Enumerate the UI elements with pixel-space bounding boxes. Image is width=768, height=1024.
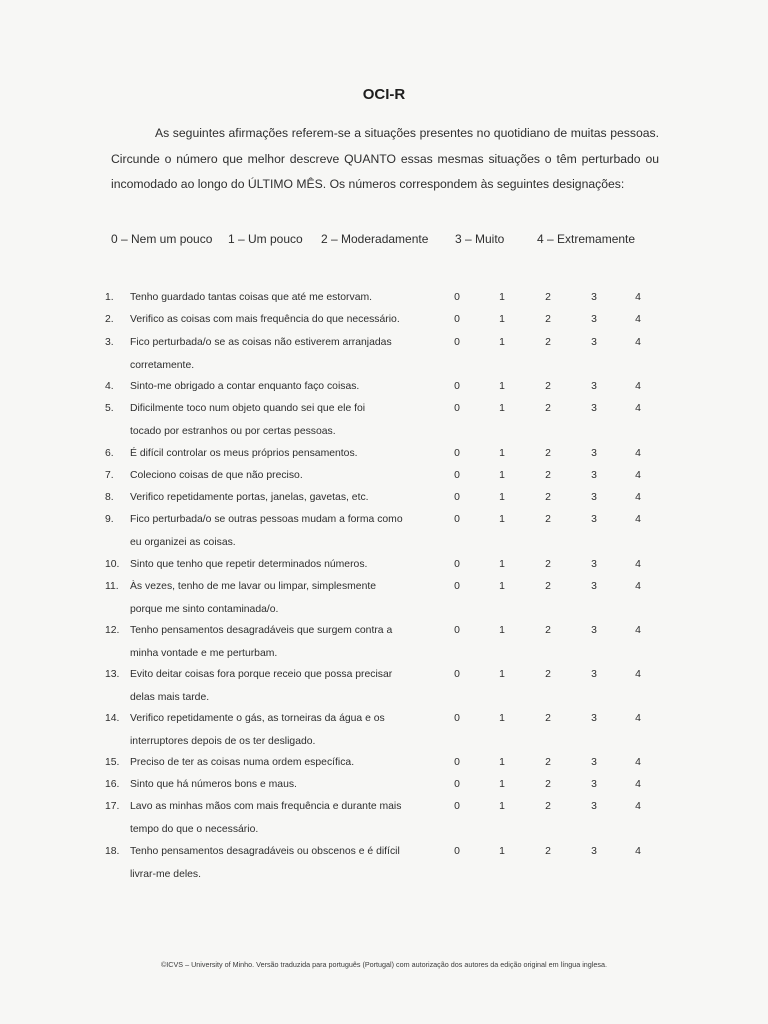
- rating-option-3[interactable]: 3: [591, 801, 597, 812]
- item-text-line: minha vontade e me perturbam.: [130, 647, 278, 659]
- item-text: [130, 309, 435, 332]
- rating-option-2[interactable]: 2: [545, 492, 551, 503]
- rating-option-1[interactable]: 1: [499, 581, 505, 592]
- rating-option-1[interactable]: 1: [499, 559, 505, 570]
- rating-option-4[interactable]: 4: [635, 337, 641, 348]
- rating-option-0[interactable]: 0: [454, 337, 460, 348]
- rating-option-1[interactable]: 1: [499, 470, 505, 481]
- item-number: 10.: [105, 559, 120, 570]
- rating-option-2[interactable]: 2: [545, 337, 551, 348]
- rating-scale-legend: [0, 232, 768, 250]
- rating-option-3[interactable]: 3: [591, 448, 597, 459]
- rating-option-0[interactable]: 0: [454, 669, 460, 680]
- item-text-line: Tenho pensamentos desagradáveis ou obscenos e é difícil: [130, 846, 400, 857]
- rating-option-4[interactable]: 4: [635, 713, 641, 724]
- rating-option-4[interactable]: 4: [635, 779, 641, 790]
- item-text-line: porque me sinto contaminada/o.: [130, 603, 279, 615]
- item-text: [130, 398, 435, 443]
- item-text: [130, 554, 435, 577]
- item-text-line: Dificilmente toco num objeto quando sei que ele foi: [130, 403, 366, 414]
- item-number: 11.: [105, 581, 119, 592]
- item-text-line: Verifico repetidamente portas, janelas, gavetas, etc.: [130, 492, 369, 503]
- rating-option-2[interactable]: 2: [545, 669, 551, 680]
- rating-option-1[interactable]: 1: [499, 492, 505, 503]
- scale-label-3: 3 – Muito: [455, 232, 505, 246]
- rating-option-2[interactable]: 2: [545, 470, 551, 481]
- rating-option-3[interactable]: 3: [591, 292, 597, 303]
- rating-option-3[interactable]: 3: [591, 514, 597, 525]
- rating-option-3[interactable]: 3: [591, 337, 597, 348]
- rating-option-4[interactable]: 4: [635, 448, 641, 459]
- scale-label-4: 4 – Extremamente: [537, 232, 636, 246]
- rating-option-1[interactable]: 1: [499, 757, 505, 768]
- rating-option-3[interactable]: 3: [591, 403, 597, 414]
- item-text-line: eu organizei as coisas.: [130, 536, 236, 548]
- item-text-line: Sinto que tenho que repetir determinados números.: [130, 559, 368, 570]
- item-text: [130, 576, 435, 621]
- rating-option-1[interactable]: 1: [499, 381, 505, 392]
- rating-option-4[interactable]: 4: [635, 581, 641, 592]
- item-text-line: Sinto-me obrigado a contar enquanto faço coisas.: [130, 381, 360, 392]
- item-text: [130, 796, 435, 841]
- rating-option-1[interactable]: 1: [499, 403, 505, 414]
- rating-option-3[interactable]: 3: [591, 381, 597, 392]
- rating-option-0[interactable]: 0: [454, 314, 460, 325]
- item-text: [130, 708, 435, 753]
- item-number: 7.: [105, 470, 114, 481]
- item-number: 13.: [105, 669, 120, 680]
- rating-option-2[interactable]: 2: [545, 448, 551, 459]
- rating-option-4[interactable]: 4: [635, 492, 641, 503]
- rating-option-3[interactable]: 3: [591, 757, 597, 768]
- rating-option-0[interactable]: 0: [454, 846, 460, 857]
- rating-option-0[interactable]: 0: [454, 470, 460, 481]
- rating-option-4[interactable]: 4: [635, 314, 641, 325]
- rating-option-0[interactable]: 0: [454, 381, 460, 392]
- item-number: 15.: [105, 757, 120, 768]
- rating-option-0[interactable]: 0: [454, 625, 460, 636]
- instructions-paragraph: As seguintes afirmações referem-se a situações presentes no quotidiano de muitas pessoas. Circunde o número que melhor descreve QUANTO essas mesmas situações o têm perturbado ou incomodado ao longo do ÚLTIMO MÊS. Os números correspondem às seguintes designações:: [111, 126, 659, 191]
- item-number: 18.: [105, 846, 120, 857]
- item-text: [130, 841, 435, 886]
- item-number: 14.: [105, 713, 120, 724]
- item-text-line: Sinto que há números bons e maus.: [130, 779, 297, 790]
- rating-option-2[interactable]: 2: [545, 846, 551, 857]
- item-number: 2.: [105, 314, 114, 325]
- item-number: 3.: [105, 337, 114, 348]
- item-text-line: Verifico repetidamente o gás, as torneiras da água e os: [130, 713, 385, 724]
- rating-option-4[interactable]: 4: [635, 559, 641, 570]
- item-text: [130, 752, 435, 775]
- rating-option-1[interactable]: 1: [499, 846, 505, 857]
- rating-option-3[interactable]: 3: [591, 492, 597, 503]
- item-number: 8.: [105, 492, 114, 503]
- item-text-line: É difícil controlar os meus próprios pensamentos.: [130, 448, 358, 459]
- rating-option-1[interactable]: 1: [499, 779, 505, 790]
- rating-option-0[interactable]: 0: [454, 779, 460, 790]
- rating-option-4[interactable]: 4: [635, 625, 641, 636]
- item-number: 4.: [105, 381, 114, 392]
- scale-label-2: 2 – Moderadamente: [321, 232, 429, 246]
- rating-option-2[interactable]: 2: [545, 292, 551, 303]
- item-text-line: tempo do que o necessário.: [130, 823, 259, 835]
- rating-option-3[interactable]: 3: [591, 470, 597, 481]
- item-text: [130, 443, 435, 466]
- rating-option-0[interactable]: 0: [454, 492, 460, 503]
- rating-option-4[interactable]: 4: [635, 846, 641, 857]
- rating-option-3[interactable]: 3: [591, 625, 597, 636]
- rating-option-4[interactable]: 4: [635, 669, 641, 680]
- item-text: [130, 376, 435, 399]
- rating-option-0[interactable]: 0: [454, 514, 460, 525]
- rating-option-4[interactable]: 4: [635, 470, 641, 481]
- rating-option-4[interactable]: 4: [635, 381, 641, 392]
- item-text: [130, 664, 435, 709]
- item-text-line: Lavo as minhas mãos com mais frequência e durante mais: [130, 801, 402, 812]
- item-number: 9.: [105, 514, 114, 525]
- rating-option-2[interactable]: 2: [545, 625, 551, 636]
- rating-option-0[interactable]: 0: [454, 292, 460, 303]
- item-text-line: Tenho pensamentos desagradáveis que surgem contra a: [130, 625, 393, 636]
- item-text: [130, 465, 435, 488]
- item-text-line: tocado por estranhos ou por certas pessoas.: [130, 425, 336, 437]
- item-text: [130, 774, 435, 797]
- rating-option-4[interactable]: 4: [635, 292, 641, 303]
- item-text-line: Fico perturbada/o se as coisas não estiverem arranjadas: [130, 337, 392, 348]
- rating-option-4[interactable]: 4: [635, 757, 641, 768]
- rating-option-2[interactable]: 2: [545, 713, 551, 724]
- rating-option-2[interactable]: 2: [545, 801, 551, 812]
- item-text-line: interruptores depois de os ter desligado.: [130, 735, 316, 747]
- copyright-footer: ©ICVS – University of Minho. Versão traduzida para português (Portugal) com autorização dos autores da edição original em língua inglesa.: [161, 960, 607, 969]
- rating-option-1[interactable]: 1: [499, 669, 505, 680]
- rating-option-0[interactable]: 0: [454, 801, 460, 812]
- item-text: [130, 287, 435, 310]
- rating-option-2[interactable]: 2: [545, 779, 551, 790]
- rating-option-2[interactable]: 2: [545, 403, 551, 414]
- item-text: [130, 332, 435, 377]
- rating-option-4[interactable]: 4: [635, 403, 641, 414]
- rating-option-1[interactable]: 1: [499, 337, 505, 348]
- item-text: [130, 509, 435, 554]
- item-number: 6.: [105, 448, 114, 459]
- item-number: 16.: [105, 779, 120, 790]
- rating-option-3[interactable]: 3: [591, 581, 597, 592]
- scale-label-1: 1 – Um pouco: [228, 232, 303, 246]
- item-text-line: Evito deitar coisas fora porque receio que possa precisar: [130, 669, 393, 680]
- item-number: 5.: [105, 403, 114, 414]
- rating-option-0[interactable]: 0: [454, 403, 460, 414]
- rating-option-1[interactable]: 1: [499, 314, 505, 325]
- rating-option-0[interactable]: 0: [454, 713, 460, 724]
- rating-option-2[interactable]: 2: [545, 559, 551, 570]
- item-text-line: Coleciono coisas de que não preciso.: [130, 470, 303, 481]
- rating-option-0[interactable]: 0: [454, 448, 460, 459]
- item-text: [130, 620, 435, 665]
- rating-option-4[interactable]: 4: [635, 514, 641, 525]
- rating-option-0[interactable]: 0: [454, 581, 460, 592]
- item-number: 1.: [105, 292, 114, 303]
- rating-option-4[interactable]: 4: [635, 801, 641, 812]
- rating-option-3[interactable]: 3: [591, 779, 597, 790]
- item-text-line: Preciso de ter as coisas numa ordem específica.: [130, 757, 355, 768]
- rating-option-3[interactable]: 3: [591, 559, 597, 570]
- rating-option-3[interactable]: 3: [591, 669, 597, 680]
- item-text-line: Fico perturbada/o se outras pessoas mudam a forma como: [130, 514, 403, 525]
- rating-option-2[interactable]: 2: [545, 757, 551, 768]
- rating-option-2[interactable]: 2: [545, 381, 551, 392]
- rating-option-0[interactable]: 0: [454, 559, 460, 570]
- rating-option-2[interactable]: 2: [545, 314, 551, 325]
- item-text-line: delas mais tarde.: [130, 691, 210, 703]
- item-text-line: Tenho guardado tantas coisas que até me estorvam.: [130, 292, 373, 303]
- page-title: OCI-R: [362, 86, 406, 103]
- rating-option-1[interactable]: 1: [499, 801, 505, 812]
- rating-option-0[interactable]: 0: [454, 757, 460, 768]
- rating-option-3[interactable]: 3: [591, 713, 597, 724]
- item-text-line: Verifico as coisas com mais frequência do que necessário.: [130, 314, 400, 325]
- rating-option-3[interactable]: 3: [591, 314, 597, 325]
- rating-option-3[interactable]: 3: [591, 846, 597, 857]
- item-text-line: livrar-me deles.: [130, 868, 202, 880]
- rating-option-1[interactable]: 1: [499, 625, 505, 636]
- item-text: [130, 487, 435, 510]
- rating-option-2[interactable]: 2: [545, 514, 551, 525]
- rating-option-1[interactable]: 1: [499, 292, 505, 303]
- item-number: 12.: [105, 625, 120, 636]
- scale-label-0: 0 – Nem um pouco: [111, 232, 213, 246]
- item-text-line: Às vezes, tenho de me lavar ou limpar, simplesmente: [130, 581, 377, 592]
- rating-option-1[interactable]: 1: [499, 448, 505, 459]
- rating-option-2[interactable]: 2: [545, 581, 551, 592]
- item-number: 17.: [105, 801, 120, 812]
- rating-option-1[interactable]: 1: [499, 514, 505, 525]
- rating-option-1[interactable]: 1: [499, 713, 505, 724]
- item-text-line: corretamente.: [130, 359, 195, 371]
